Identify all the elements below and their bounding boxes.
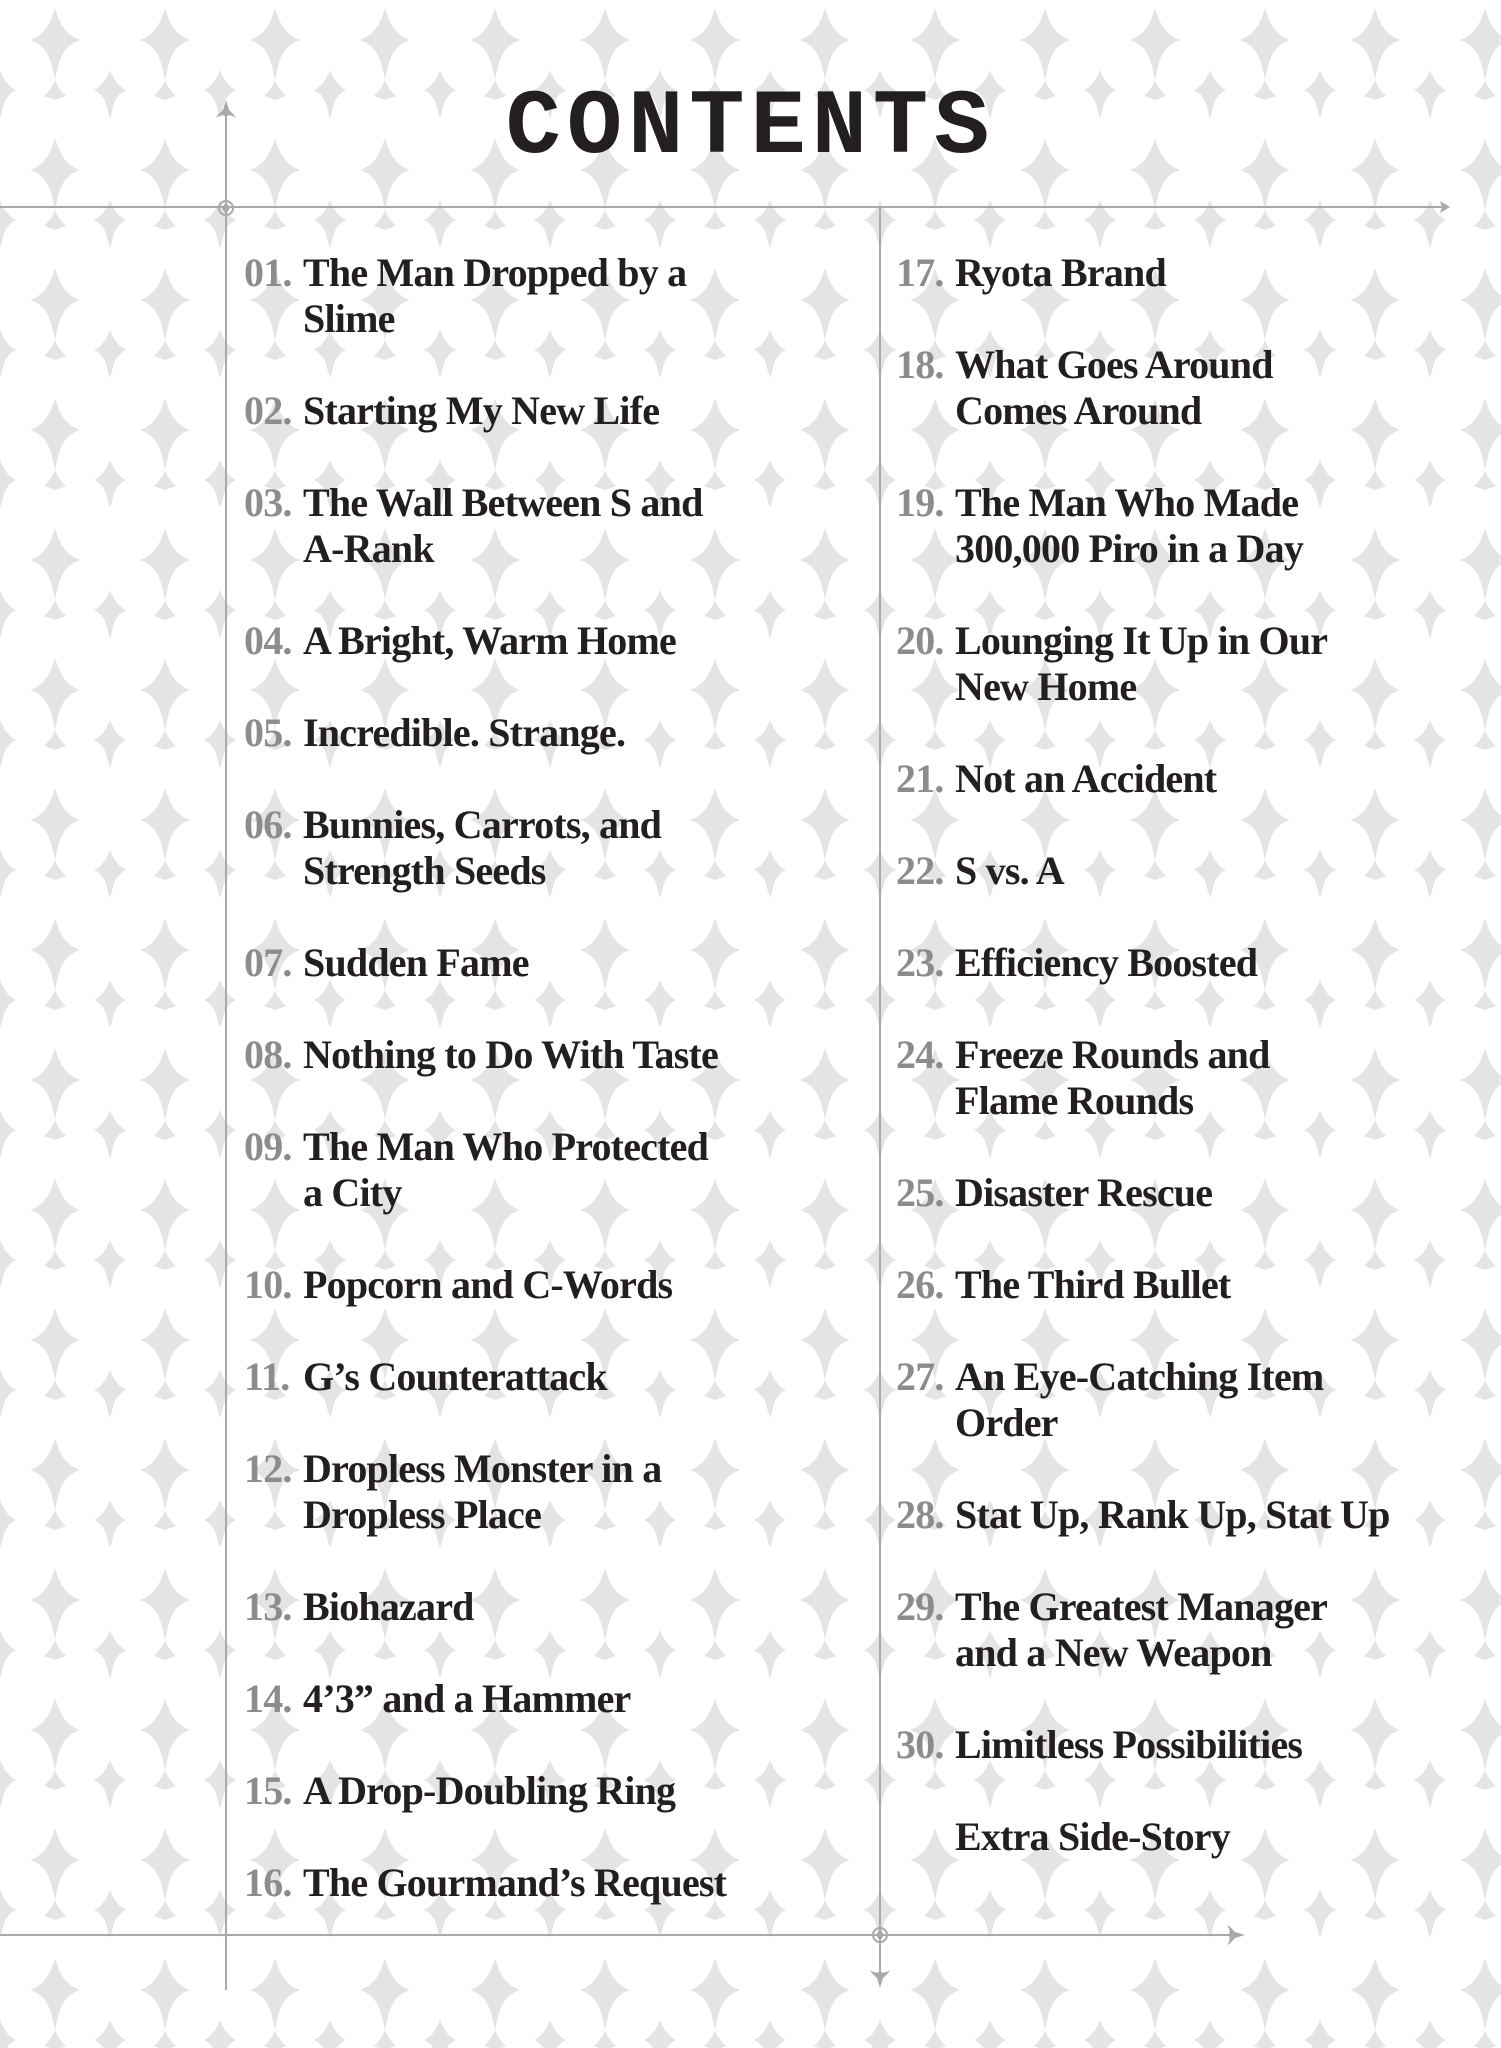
chapter-title-line: What Goes Around (955, 342, 1273, 387)
chapter-number: 24. (896, 1032, 944, 1077)
chapter-number: 07. (244, 940, 292, 985)
chapter-number: 08. (244, 1032, 292, 1077)
chapter-title (955, 1584, 1455, 1676)
chapter-number: 28. (896, 1492, 944, 1537)
toc-entry[interactable] (244, 618, 803, 664)
chapter-title-line: The Greatest Manager (955, 1584, 1328, 1629)
chapter-title-line: The Wall Between S and (303, 480, 703, 525)
chapter-number: 05. (244, 710, 292, 755)
chapter-title-line: Starting My New Life (303, 388, 660, 433)
chapter-title (955, 480, 1455, 572)
fleur-ornament-icon (215, 100, 237, 130)
chapter-title (955, 1170, 1455, 1216)
chapter-title-line: Order (955, 1400, 1058, 1445)
chapter-number: 25. (896, 1170, 944, 1215)
chapter-title (955, 848, 1455, 894)
toc-entry[interactable] (244, 480, 803, 572)
chapter-number: 01. (244, 250, 292, 295)
arrow-tip-icon (1436, 201, 1450, 213)
chapter-title (303, 1262, 803, 1308)
chapter-title-line: Stat Up, Rank Up, Stat Up (955, 1492, 1390, 1537)
chapter-number: 20. (896, 618, 944, 663)
chapter-title-line: The Man Who Made (955, 480, 1299, 525)
chapter-title-line: The Man Dropped by a (303, 250, 687, 295)
chapter-title-line: and a New Weapon (955, 1630, 1272, 1675)
chapter-title (955, 940, 1455, 986)
chapter-title (955, 1492, 1455, 1538)
chapter-number: 03. (244, 480, 292, 525)
toc-entry[interactable] (244, 940, 803, 986)
chapter-title-line: The Man Who Protected (303, 1124, 709, 1169)
chapter-title-line: Dropless Monster in a (303, 1446, 662, 1491)
chapter-title (303, 388, 803, 434)
chapter-title-line: An Eye-Catching Item (955, 1354, 1324, 1399)
chapter-title (303, 1446, 803, 1538)
chapter-title-line: Flame Rounds (955, 1078, 1194, 1123)
chapter-title-line: Lounging It Up in Our (955, 618, 1328, 663)
chapter-title-line: G’s Counterattack (303, 1354, 607, 1399)
chapter-title (303, 250, 803, 342)
chapter-title (303, 1354, 803, 1400)
toc-entry[interactable] (896, 940, 1455, 986)
toc-entry[interactable] (896, 848, 1455, 894)
chapter-number: 26. (896, 1262, 944, 1307)
chapter-number: 27. (896, 1354, 944, 1399)
chapter-number: 21. (896, 756, 944, 801)
chapter-number: 15. (244, 1768, 292, 1813)
chapter-title-line: A Drop-Doubling Ring (303, 1768, 676, 1813)
chapter-title (955, 1722, 1455, 1768)
chapter-title-line: Extra Side-Story (955, 1814, 1230, 1859)
chapter-title-line: Ryota Brand (955, 250, 1166, 295)
chapter-title (303, 1860, 803, 1906)
chapter-title-line: Comes Around (955, 388, 1202, 433)
chapter-title-line: The Gourmand’s Request (303, 1860, 727, 1905)
chapter-title-line: Limitless Possibilities (955, 1722, 1303, 1767)
toc-left-column (244, 250, 803, 1952)
chapter-title (303, 1768, 803, 1814)
toc-entry[interactable] (244, 1584, 803, 1630)
toc-entry[interactable] (896, 756, 1455, 802)
toc-entry[interactable] (244, 1354, 803, 1400)
chapter-number: 02. (244, 388, 292, 433)
chapter-number: 18. (896, 342, 944, 387)
toc-entry[interactable] (896, 1354, 1455, 1446)
toc-entry[interactable] (896, 1170, 1455, 1216)
toc-entry[interactable] (244, 1676, 803, 1722)
chapter-number: 09. (244, 1124, 292, 1169)
chapter-title (303, 480, 803, 572)
chapter-number: 23. (896, 940, 944, 985)
toc-entry[interactable] (244, 1262, 803, 1308)
chapter-title-line: Sudden Fame (303, 940, 529, 985)
diamond-knot-icon (216, 198, 236, 218)
chapter-number: 19. (896, 480, 944, 525)
left-vertical-rule (225, 108, 227, 1990)
toc-right-column (896, 250, 1455, 1906)
toc-entry[interactable] (244, 1446, 803, 1538)
chapter-title (303, 1032, 803, 1078)
chapter-title-line: Slime (303, 296, 395, 341)
center-vertical-rule (879, 206, 881, 1966)
chapter-number (896, 1814, 955, 1860)
chapter-title-line: Disaster Rescue (955, 1170, 1213, 1215)
chapter-title (303, 802, 803, 894)
chapter-number: 10. (244, 1262, 292, 1307)
chapter-title-line: a City (303, 1170, 402, 1215)
chapter-title-line: A Bright, Warm Home (303, 618, 676, 663)
chapter-title-line: 4’3” and a Hammer (303, 1676, 631, 1721)
chapter-title-line: Dropless Place (303, 1492, 542, 1537)
chapter-title (955, 1262, 1455, 1308)
toc-entry[interactable] (896, 1262, 1455, 1308)
chapter-title-line: Bunnies, Carrots, and (303, 802, 662, 847)
page-title: CONTENTS (505, 75, 996, 180)
chapter-title (955, 756, 1455, 802)
toc-entry[interactable] (244, 1032, 803, 1078)
chapter-title (303, 1584, 803, 1630)
chapter-number: 22. (896, 848, 944, 893)
chapter-title (955, 618, 1455, 710)
toc-entry[interactable] (244, 1124, 803, 1216)
chapter-title-line: Biohazard (303, 1584, 474, 1629)
fleur-ornament-icon (869, 1958, 891, 1988)
toc-entry[interactable] (896, 1814, 1455, 1860)
chapter-number: 14. (244, 1676, 292, 1721)
chapter-title-line: Not an Accident (955, 756, 1217, 801)
chapter-number: 29. (896, 1584, 944, 1629)
toc-entry[interactable] (896, 618, 1455, 710)
toc-entry[interactable] (896, 1492, 1455, 1538)
chapter-title-line: New Home (955, 664, 1137, 709)
chapter-title (955, 342, 1455, 434)
chapter-number: 11. (244, 1354, 290, 1399)
toc-entry[interactable] (244, 250, 803, 342)
chapter-title-line: Freeze Rounds and (955, 1032, 1270, 1077)
toc-entry[interactable] (244, 388, 803, 434)
toc-entry[interactable] (896, 1032, 1455, 1124)
chapter-title (955, 1032, 1455, 1124)
chapter-title-line: Nothing to Do With Taste (303, 1032, 718, 1077)
chapter-title (303, 618, 803, 664)
chapter-title (303, 1124, 803, 1216)
chapter-title-line: The Third Bullet (955, 1262, 1231, 1307)
chapter-title (303, 940, 803, 986)
chapter-number: 17. (896, 250, 944, 295)
chapter-title-line: Strength Seeds (303, 848, 546, 893)
chapter-title-line: Incredible. Strange. (303, 710, 626, 755)
toc-entry[interactable] (896, 1722, 1455, 1768)
chapter-number: 04. (244, 618, 292, 663)
toc-entry[interactable] (896, 342, 1455, 434)
toc-entry[interactable] (896, 250, 1455, 296)
toc-entry[interactable] (244, 1860, 803, 1906)
toc-entry[interactable] (896, 480, 1455, 572)
chapter-title-line: Popcorn and C-Words (303, 1262, 673, 1307)
chapter-title-line: Efficiency Boosted (955, 940, 1258, 985)
toc-entry[interactable] (896, 1584, 1455, 1676)
fleur-ornament-icon (1215, 1922, 1245, 1948)
chapter-number: 06. (244, 802, 292, 847)
chapter-number: 13. (244, 1584, 292, 1629)
chapter-title-line: A-Rank (303, 526, 434, 571)
chapter-title (303, 710, 803, 756)
toc-entry[interactable] (244, 710, 803, 756)
chapter-title-line: S vs. A (955, 848, 1064, 893)
chapter-number: 30. (896, 1722, 944, 1767)
chapter-number: 16. (244, 1860, 292, 1905)
chapter-title-line: 300,000 Piro in a Day (955, 526, 1304, 571)
chapter-title (955, 1814, 1455, 1860)
chapter-title (955, 250, 1455, 296)
toc-entry[interactable] (244, 1768, 803, 1814)
diamond-knot-icon (870, 1925, 890, 1945)
chapter-title (955, 1354, 1455, 1446)
chapter-title (303, 1676, 803, 1722)
toc-entry[interactable] (244, 802, 803, 894)
chapter-number: 12. (244, 1446, 292, 1491)
